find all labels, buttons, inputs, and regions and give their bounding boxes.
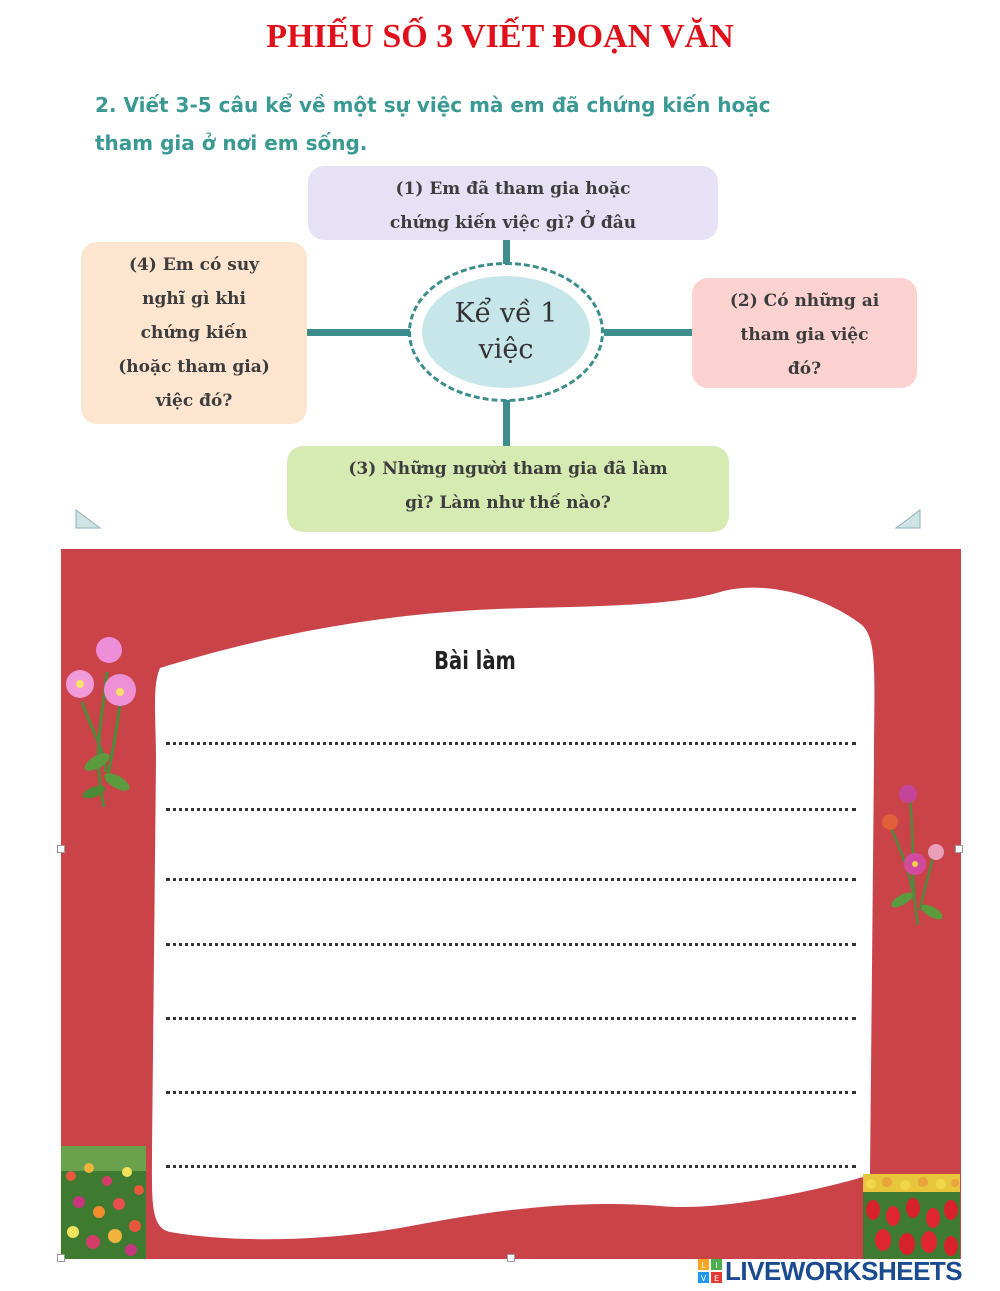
resize-handle-left[interactable] xyxy=(57,845,65,853)
liveworksheets-wordmark: LIVEWORKSHEETS xyxy=(725,1255,963,1286)
box4-line3: chứng kiến xyxy=(140,323,248,343)
instruction-line-2: tham gia ở nơi em sống. xyxy=(95,131,368,155)
flower-field-left xyxy=(61,1146,146,1259)
box4-line5: việc đó? xyxy=(155,391,233,411)
box2-line1: (2) Có những ai xyxy=(729,291,880,311)
worksheet-title: PHIẾU SỐ 3 VIẾT ĐOẠN VĂN xyxy=(266,18,734,55)
answer-line[interactable] xyxy=(166,1091,856,1094)
box1-line2: chứng kiến việc gì? Ở đâu xyxy=(389,213,637,233)
center-line2: việc xyxy=(478,334,534,365)
box3-line2: gì? Làm như thế nào? xyxy=(405,493,611,513)
box3-line1: (3) Những người tham gia đã làm xyxy=(348,459,668,479)
answer-heading: Bài làm xyxy=(434,646,516,675)
zinnia-flowers xyxy=(880,780,950,930)
answer-line[interactable] xyxy=(166,742,856,745)
resize-handle-bottom[interactable] xyxy=(507,1254,515,1262)
answer-line[interactable] xyxy=(166,1165,856,1168)
center-line1: Kể về 1 xyxy=(454,298,558,329)
resize-handle-right[interactable] xyxy=(955,845,963,853)
answer-line[interactable] xyxy=(166,943,856,946)
liveworksheets-brand[interactable] xyxy=(698,1257,962,1285)
box1-line1: (1) Em đã tham gia hoặc xyxy=(395,179,631,199)
box2-line2: tham gia việc xyxy=(740,325,869,345)
box2-line3: đó? xyxy=(787,359,822,379)
answer-line[interactable] xyxy=(166,878,856,881)
logo-letter: E xyxy=(713,1274,720,1283)
logo-letter: V xyxy=(700,1274,707,1283)
pink-poppy-flowers xyxy=(62,632,142,812)
logo-letter: I xyxy=(715,1261,718,1270)
logo-letter: L xyxy=(701,1261,706,1270)
tulip-field-right xyxy=(863,1174,960,1259)
box4-line4: (hoặc tham gia) xyxy=(118,357,270,377)
instruction-line-1: 2. Viết 3-5 câu kể về một sự việc mà em đã chứng kiến hoặc xyxy=(95,93,771,117)
box4-line1: (4) Em có suy xyxy=(128,255,260,275)
answer-line[interactable] xyxy=(166,1017,856,1020)
liveworksheets-logo-icon xyxy=(698,1259,722,1283)
answer-line[interactable] xyxy=(166,808,856,811)
resize-handle-bottom-left[interactable] xyxy=(57,1254,65,1262)
box4-line2: nghĩ gì khi xyxy=(142,289,246,309)
